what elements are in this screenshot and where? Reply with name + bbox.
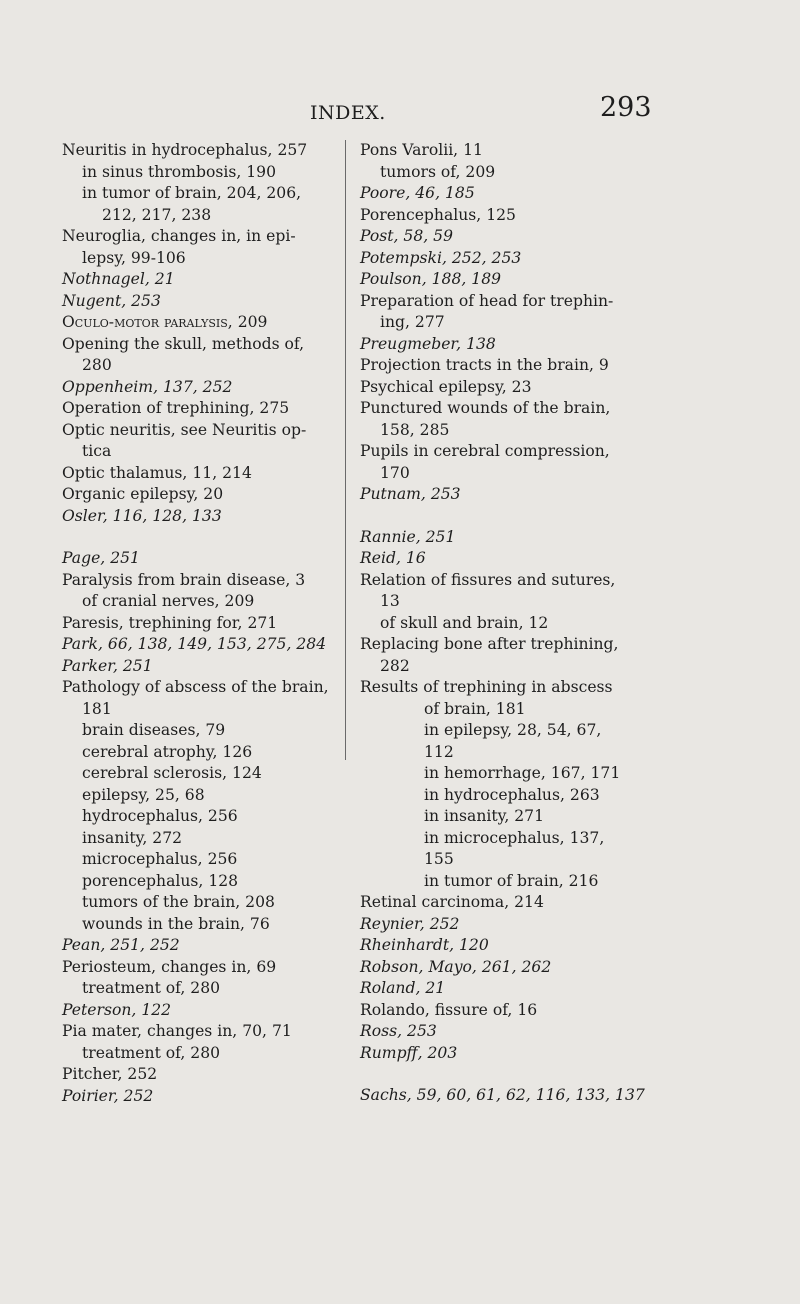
index-entry: of cranial nerves, 209 bbox=[82, 592, 255, 610]
index-entry: Oppenheim, 137, 252 bbox=[62, 377, 233, 396]
index-entry: brain diseases, 79 bbox=[82, 721, 226, 739]
index-entry: Optic thalamus, 11, 214 bbox=[62, 463, 252, 482]
index-entry: cerebral sclerosis, 124 bbox=[82, 764, 262, 782]
index-entry: 170 bbox=[380, 463, 410, 482]
index-entry: Neuritis in hydrocephalus, 257 bbox=[62, 141, 308, 159]
index-entry: Peterson, 122 bbox=[62, 1000, 172, 1019]
index-entry: 282 bbox=[380, 656, 410, 675]
index-entry: Parker, 251 bbox=[62, 656, 153, 675]
index-entry: Relation of fissures and sutures, bbox=[360, 570, 616, 589]
index-entry: Osler, 116, 128, 133 bbox=[62, 506, 222, 525]
index-column-right bbox=[360, 140, 660, 1107]
index-entry: treatment of, 280 bbox=[82, 979, 221, 997]
index-entry: porencephalus, 128 bbox=[82, 871, 239, 890]
index-entry: Poirier, 252 bbox=[62, 1086, 154, 1105]
index-entry: Preugmeber, 138 bbox=[360, 334, 496, 353]
index-entry: Rannie, 251 bbox=[360, 527, 456, 546]
index-entry: Putnam, 253 bbox=[360, 485, 461, 503]
index-entry: of skull and brain, 12 bbox=[380, 613, 549, 632]
index-entry: 13 bbox=[380, 592, 400, 610]
index-entry: Paralysis from brain disease, 3 bbox=[62, 570, 306, 589]
index-entry: Pitcher, 252 bbox=[62, 1065, 158, 1083]
index-entry: Pathology of abscess of the brain, bbox=[62, 678, 329, 696]
index-entry: tumors of, 209 bbox=[380, 162, 496, 181]
index-entry: 181 bbox=[82, 699, 112, 718]
index-entry: in hydrocephalus, 263 bbox=[424, 785, 600, 804]
page-title: INDEX. bbox=[310, 102, 386, 124]
index-entry: Preparation of head for trephin- bbox=[360, 291, 614, 310]
index-entry: Punctured wounds of the brain, bbox=[360, 399, 611, 417]
index-entry: 155 bbox=[424, 850, 454, 868]
page-number: 293 bbox=[600, 92, 652, 123]
index-entry: Psychical epilepsy, 23 bbox=[360, 377, 532, 396]
index-entry: Sachs, 59, 60, 61, 62, 116, 133, 137 bbox=[360, 1086, 645, 1104]
index-entry: tica bbox=[82, 442, 112, 460]
index-entry: 212, 217, 238 bbox=[102, 205, 212, 224]
index-entry: in tumor of brain, 204, 206, bbox=[82, 184, 302, 202]
section-gap bbox=[360, 506, 660, 527]
index-entry: Opening the skull, methods of, bbox=[62, 334, 305, 353]
index-entry: Paresis, trephining for, 271 bbox=[62, 613, 278, 632]
index-entry: 158, 285 bbox=[380, 420, 450, 439]
index-entry: Projection tracts in the brain, 9 bbox=[360, 356, 609, 374]
index-entry: Potempski, 252, 253 bbox=[360, 248, 522, 267]
page-header bbox=[0, 92, 800, 132]
index-entry: epilepsy, 25, 68 bbox=[82, 785, 205, 804]
index-entry: Operation of trephining, 275 bbox=[62, 399, 290, 417]
index-entry: tumors of the brain, 208 bbox=[82, 893, 275, 911]
index-entry: Results of trephining in abscess bbox=[360, 678, 613, 696]
index-entry: wounds in the brain, 76 bbox=[82, 914, 270, 933]
index-entry: Nugent, 253 bbox=[62, 291, 161, 310]
index-entry: Replacing bone after trephining, bbox=[360, 635, 619, 653]
index-entry: cerebral atrophy, 126 bbox=[82, 742, 253, 761]
index-entry: Porencephalus, 125 bbox=[360, 205, 516, 224]
index-entry: ing, 277 bbox=[380, 313, 445, 331]
index-entry: Poulson, 188, 189 bbox=[360, 270, 502, 288]
index-entry: Nothnagel, 21 bbox=[62, 270, 175, 288]
index-entry: in insanity, 271 bbox=[424, 807, 545, 825]
index-entry: lepsy, 99-106 bbox=[82, 248, 186, 267]
index-entry: Pupils in cerebral compression, bbox=[360, 442, 610, 460]
index-entry: Optic neuritis, see Neuritis op- bbox=[62, 420, 307, 439]
section-gap bbox=[360, 1064, 660, 1085]
index-entry: Post, 58, 59 bbox=[360, 227, 454, 245]
index-entry: Reynier, 252 bbox=[360, 914, 460, 933]
index-entry: Organic epilepsy, 20 bbox=[62, 485, 224, 503]
index-entry: Roland, 21 bbox=[360, 979, 446, 997]
index-entry: Neuroglia, changes in, in epi- bbox=[62, 227, 296, 245]
index-entry: Rumpff, 203 bbox=[360, 1043, 458, 1062]
index-entry: in epilepsy, 28, 54, 67, bbox=[424, 721, 602, 739]
index-entry: Rheinhardt, 120 bbox=[360, 936, 489, 954]
index-entry: Rolando, fissure of, 16 bbox=[360, 1000, 538, 1019]
index-entry: treatment of, 280 bbox=[82, 1043, 221, 1062]
index-entry: Pia mater, changes in, 70, 71 bbox=[62, 1022, 292, 1040]
index-entry: Park, 66, 138, 149, 153, 275, 284 bbox=[62, 635, 327, 653]
index-entry: Reid, 16 bbox=[360, 549, 426, 567]
index-entry: Pean, 251, 252 bbox=[62, 936, 180, 954]
index-entry: in hemorrhage, 167, 171 bbox=[424, 764, 621, 782]
index-entry: microcephalus, 256 bbox=[82, 850, 238, 868]
index-entry: 112 bbox=[424, 742, 454, 761]
index-entry: 280 bbox=[82, 356, 112, 374]
index-entry: Poore, 46, 185 bbox=[360, 184, 475, 202]
index-entry: hydrocephalus, 256 bbox=[82, 807, 238, 825]
index-entry: of brain, 181 bbox=[424, 699, 526, 718]
index-entry: Page, 251 bbox=[62, 549, 140, 567]
index-entry: Robson, Mayo, 261, 262 bbox=[360, 957, 552, 976]
index-entry: Pons Varolii, 11 bbox=[360, 141, 483, 159]
index-column-left bbox=[62, 140, 342, 1107]
section-gap bbox=[62, 527, 342, 548]
index-entry: Oculo-motor paralysis, 209 bbox=[62, 313, 268, 331]
index-entry: in sinus thrombosis, 190 bbox=[82, 162, 277, 181]
column-divider bbox=[345, 140, 346, 760]
index-entry: insanity, 272 bbox=[82, 828, 183, 847]
index-entry: in tumor of brain, 216 bbox=[424, 871, 599, 890]
index-entry: Periosteum, changes in, 69 bbox=[62, 957, 277, 976]
index-entry: Retinal carcinoma, 214 bbox=[360, 893, 544, 911]
index-entry: Ross, 253 bbox=[360, 1022, 437, 1040]
index-entry: in microcephalus, 137, bbox=[424, 828, 605, 847]
